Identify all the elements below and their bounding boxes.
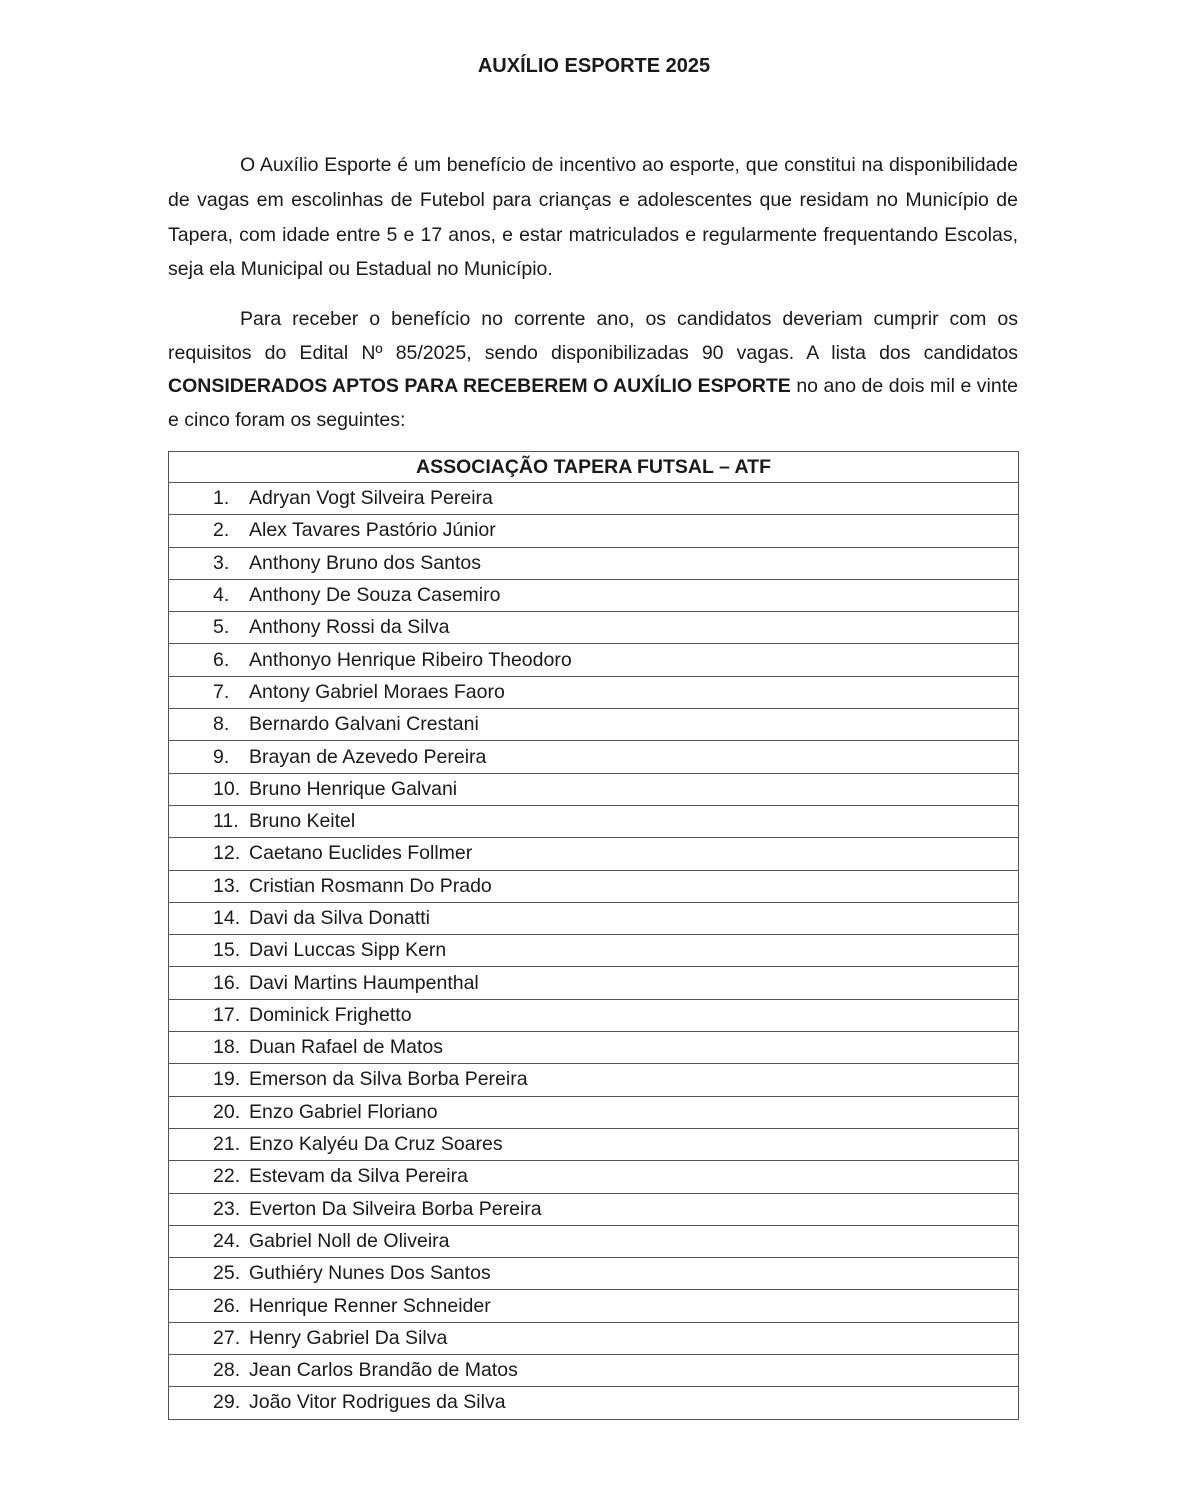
table-row [169, 1290, 1019, 1322]
table-row [169, 547, 1019, 579]
table-row [169, 1064, 1019, 1096]
table-header-row [169, 452, 1019, 483]
row-number: 21. [213, 1133, 241, 1156]
table-row [169, 935, 1019, 967]
candidate-name: João Vitor Rodrigues da Silva [249, 1391, 506, 1414]
candidate-cell [169, 967, 1019, 999]
candidate-cell [169, 579, 1019, 611]
candidate-name: Henrique Renner Schneider [249, 1294, 491, 1317]
table-row [169, 515, 1019, 547]
candidate-name: Anthonyo Henrique Ribeiro Theodoro [249, 648, 572, 671]
requirements-text-end: no ano de dois mil e vinte e cinco foram os seguintes: [168, 375, 1018, 431]
candidate-cell [169, 999, 1019, 1031]
candidate-name: Antony Gabriel Moraes Faoro [249, 680, 505, 703]
candidate-cell [169, 547, 1019, 579]
candidate-name: Alex Tavares Pastório Júnior [249, 519, 496, 542]
candidate-cell [169, 773, 1019, 805]
table-row [169, 741, 1019, 773]
candidate-cell [169, 483, 1019, 515]
row-number: 23. [213, 1197, 241, 1220]
candidate-name: Bruno Keitel [249, 810, 356, 833]
candidate-cell [169, 1225, 1019, 1257]
candidate-cell [169, 838, 1019, 870]
table-row [169, 1322, 1019, 1354]
row-number: 9. [213, 745, 230, 768]
table-row [169, 1225, 1019, 1257]
candidate-name: Anthony De Souza Casemiro [249, 584, 501, 607]
candidates-table [168, 451, 1019, 1420]
row-number: 11. [213, 810, 239, 833]
row-number: 1. [213, 487, 230, 510]
candidate-cell [169, 1290, 1019, 1322]
row-number: 2. [213, 519, 230, 542]
requirements-text-start: Para receber o benefício no corrente ano, os candidatos deveriam cumprir com os requisitos do Edital Nº 85/2025, sendo disponibilizadas 90 vagas. A lista dos candidatos [168, 308, 1018, 364]
candidate-name: Emerson da Silva Borba Pereira [249, 1068, 528, 1091]
row-number: 19. [213, 1068, 241, 1091]
row-number: 29. [213, 1391, 241, 1414]
candidate-cell [169, 676, 1019, 708]
requirements-bold-text: CONSIDERADOS APTOS PARA RECEBEREM O AUXÍLIO ESPORTE [168, 375, 791, 397]
row-number: 3. [213, 551, 230, 574]
row-number: 10. [213, 777, 241, 800]
table-row [169, 676, 1019, 708]
candidate-cell [169, 1193, 1019, 1225]
candidate-cell [169, 515, 1019, 547]
row-number: 22. [213, 1165, 241, 1188]
table-row [169, 644, 1019, 676]
row-number: 27. [213, 1326, 241, 1349]
candidate-cell [169, 870, 1019, 902]
candidate-name: Caetano Euclides Follmer [249, 842, 473, 865]
row-number: 13. [213, 874, 241, 897]
row-number: 8. [213, 713, 230, 736]
row-number: 16. [213, 971, 241, 994]
candidate-name: Davi Martins Haumpenthal [249, 971, 479, 994]
candidate-cell [169, 1322, 1019, 1354]
candidate-name: Anthony Bruno dos Santos [249, 551, 481, 574]
candidate-cell [169, 741, 1019, 773]
row-number: 25. [213, 1262, 241, 1285]
candidate-cell [169, 1161, 1019, 1193]
table-row [169, 483, 1019, 515]
table-row [169, 773, 1019, 805]
candidate-name: Enzo Kalyéu Da Cruz Soares [249, 1133, 503, 1156]
candidate-cell [169, 1096, 1019, 1128]
table-row [169, 1193, 1019, 1225]
document-title: AUXÍLIO ESPORTE 2025 [477, 55, 711, 77]
table-row [169, 579, 1019, 611]
candidate-name: Gabriel Noll de Oliveira [249, 1229, 450, 1252]
candidate-name: Duan Rafael de Matos [249, 1036, 444, 1059]
candidate-cell [169, 935, 1019, 967]
requirements-paragraph [168, 303, 1018, 437]
row-number: 18. [213, 1036, 241, 1059]
candidate-name: Guthiéry Nunes Dos Santos [249, 1262, 491, 1285]
table-row [169, 612, 1019, 644]
candidate-cell [169, 1258, 1019, 1290]
row-number: 4. [213, 584, 230, 607]
candidate-cell [169, 902, 1019, 934]
candidate-cell [169, 1128, 1019, 1160]
table-row [169, 902, 1019, 934]
table-row [169, 709, 1019, 741]
candidate-name: Everton Da Silveira Borba Pereira [249, 1197, 542, 1220]
row-number: 12. [213, 842, 241, 865]
candidate-name: Bruno Henrique Galvani [249, 777, 458, 800]
table-row [169, 805, 1019, 837]
candidate-name: Brayan de Azevedo Pereira [249, 745, 487, 768]
row-number: 7. [213, 680, 230, 703]
candidate-name: Enzo Gabriel Floriano [249, 1100, 438, 1123]
row-number: 5. [213, 616, 230, 639]
intro-paragraph [168, 148, 1018, 287]
table-row [169, 1355, 1019, 1387]
table-row [169, 1032, 1019, 1064]
table-row [169, 967, 1019, 999]
candidate-name: Cristian Rosmann Do Prado [249, 874, 492, 897]
candidate-name: Estevam da Silva Pereira [249, 1165, 468, 1188]
row-number: 17. [213, 1003, 241, 1026]
candidate-cell [169, 644, 1019, 676]
row-number: 14. [213, 907, 241, 929]
table-row [169, 1387, 1019, 1419]
row-number: 6. [213, 648, 230, 671]
table-row [169, 1096, 1019, 1128]
candidate-cell [169, 1387, 1019, 1419]
table-row [169, 1258, 1019, 1290]
candidate-name: Adryan Vogt Silveira Pereira [249, 487, 493, 510]
candidate-name: Davi Luccas Sipp Kern [249, 939, 447, 962]
row-number: 20. [213, 1100, 241, 1123]
candidate-name: Davi da Silva Donatti [249, 907, 431, 929]
candidate-cell [169, 1064, 1019, 1096]
row-number: 28. [213, 1359, 241, 1382]
candidate-cell [169, 1032, 1019, 1064]
table-row [169, 999, 1019, 1031]
table-body [169, 483, 1019, 1420]
table-row [169, 1128, 1019, 1160]
candidate-name: Henry Gabriel Da Silva [249, 1326, 448, 1349]
intro-paragraph-text: O Auxílio Esporte é um benefício de incentivo ao esporte, que constitui na disponibilidade de vagas em escolinhas de Futebol para crianças e adolescentes que residam no Município de Tapera, com idade entre 5 e 17 anos, e estar matriculados e regularmente frequentando Escolas, seja ela Municipal ou Estadual no Município. [168, 154, 1018, 281]
table-row [169, 1161, 1019, 1193]
candidate-name: Bernardo Galvani Crestani [249, 713, 479, 736]
row-number: 26. [213, 1294, 241, 1317]
candidate-cell [169, 805, 1019, 837]
table-header: ASSOCIAÇÃO TAPERA FUTSAL – ATF [169, 452, 1019, 483]
candidate-name: Anthony Rossi da Silva [249, 616, 450, 639]
table-row [169, 870, 1019, 902]
candidate-cell [169, 1355, 1019, 1387]
candidate-cell [169, 612, 1019, 644]
candidate-cell [169, 709, 1019, 741]
candidate-name: Dominick Frighetto [249, 1003, 412, 1026]
row-number: 15. [213, 939, 241, 962]
table-row [169, 838, 1019, 870]
candidate-name: Jean Carlos Brandão de Matos [249, 1359, 518, 1382]
row-number: 24. [213, 1229, 241, 1252]
